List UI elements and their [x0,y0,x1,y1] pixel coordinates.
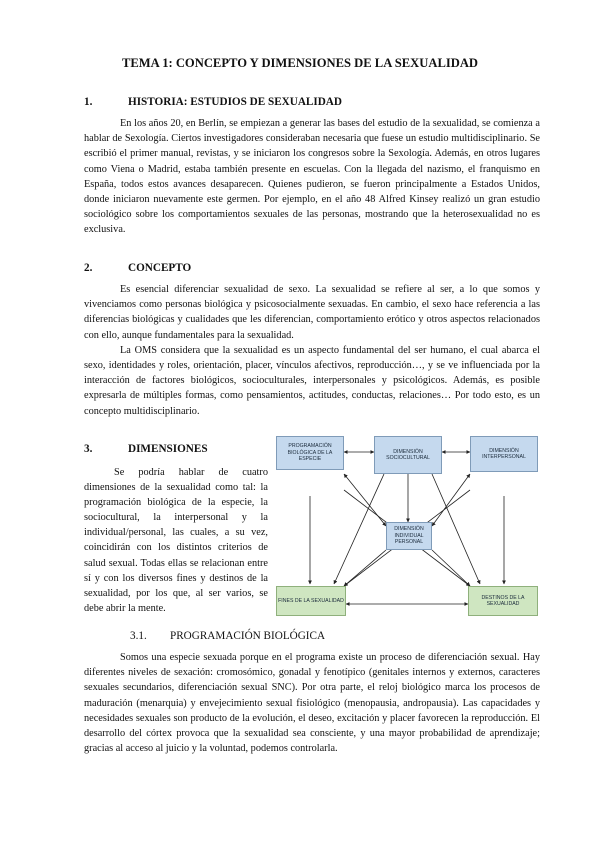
paragraph: Se podría hablar de cuatro dimensiones de la sexualidad como tal: la programación biológica de la especie, la sociocultural, la interpersonal y la individual/personal, las cuales, a su vez, coincidirán con los distintos criterios de salud sexual. Todas ellas se relacionan entre sí y con los diversos fines y destinos de la sexualidad, por los que, al ser varios, se debe abrir la mente. [84,467,268,614]
arrow-sociocultural-destinos [432,474,480,584]
arrow-sociocultural-fines [334,474,384,584]
section-heading-dimensiones [84,443,208,455]
section-body-concepto [84,282,540,419]
box-programacion-biologica: PROGRAMACIÓN BIOLÓGICA DE LA ESPECIE [276,436,344,470]
paragraph: Somos una especie sexuada porque en el programa existe un proceso de diferenciación sexual. Hay diferentes niveles de sexación: cromosómico, gonadal y fenotípico (genitales internos y externos, caracteres sexuales secundarios, diferenciación sexual SNC). Por otra parte, el reloj biológico marca los procesos de maduración (menarquia) y envejecimiento sexual fisiológico (menopausia, andropausia). Las capacidades y necesidades sexuales son producto de la evolución, el deseo, excitación y placer favorecen la reproducción. El desarrollo del córtex provoca que la sexualidad sea consciente, y una mayor probabilidad de aprendizaje; gracias al acceso al juicio y la voluntad, podemos controlarla. [84,652,540,755]
box-dimension-individual: DIMENSIÓN INDIVIDUAL PERSONAL [386,522,432,550]
subsection-body-programacion [84,650,540,756]
box-dimension-interpersonal: DIMENSIÓN INTERPERSONAL [470,436,538,472]
box-fines-sexualidad: FINES DE LA SEXUALIDAD [276,586,346,616]
section-body-historia [84,116,540,238]
subsection-heading-programacion [130,630,325,642]
section-body-dimensiones [84,465,268,616]
arrow-individual-destinos [432,550,470,586]
section-title: HISTORIA: ESTUDIOS DE SEXUALIDAD [128,96,342,108]
section-number: 3. [84,443,93,455]
box-dimension-sociocultural: DIMENSIÓN SOCIOCULTURAL [374,436,442,474]
section-title: CONCEPTO [128,262,192,274]
section-heading-historia [84,96,342,108]
section-heading-concepto [84,262,191,274]
subsection-number: 3.1. [130,630,147,642]
paragraph: Es esencial diferenciar sexualidad de sexo. La sexualidad se refiere al ser, a lo que somos y vivenciamos como personas biológica y psicosocialmente sexuadas. En cambio, el sexo hace referencia a las diferencias biológicas y cualidades que les diferencian, comportamiento erótico y otros aspectos relacionados con ello, aunque fundamentales para la sexualidad. [84,284,540,341]
dimensions-diagram [274,434,540,618]
subsection-title: PROGRAMACIÓN BIOLÓGICA [170,630,326,642]
section-title: DIMENSIONES [128,443,208,455]
arrow-individual-fines [344,550,386,586]
section-number: 1. [84,96,93,108]
page-title: TEMA 1: CONCEPTO Y DIMENSIONES DE LA SEXUALIDAD [121,56,479,70]
section-number: 2. [84,262,93,274]
paragraph: En los años 20, en Berlín, se empiezan a generar las bases del estudio de la sexualidad, se comienza a hablar de Sexología. Ciertos investigadores consideraban necesaria que fuese un estudio multidisciplinario. Se escribió el primer manual, revistas, y se iniciaron los congresos sobre la Sexología. Además, en otros lugares como Viena o Madrid, estaba también presente en escuelas. Con la llegada del nazismo, el franquismo en España, todos estos avances desaparecen. Quienes pudieron, se fueron principalmente a Estados Unidos, donde iniciaron nuevamente este germen. Por ejemplo, en el año 48 Alfred Kinsey realizó un gran estudio sociológico sobre los comportamientos sexuales de las personas, mostrando que la heterosexualidad no es exclusiva. [84,118,540,236]
box-destinos-sexualidad: DESTINOS DE LA SEXUALIDAD [468,586,538,616]
paragraph: La OMS considera que la sexualidad es un aspecto fundamental del ser humano, el cual abarca el sexo, identidades y roles, orientación, placer, vínculos afectivos, reproducción…, y se ve influenciada por la interacción de factores biológicos, socioculturales, interpersonales y psicológicos. Además, es posible expresarla de múltiples formas, como pensamientos, actitudes, conductas, relaciones… Por todo esto, es un concepto multidisciplinario. [84,344,540,417]
arrow-biologica-individual [344,474,386,526]
